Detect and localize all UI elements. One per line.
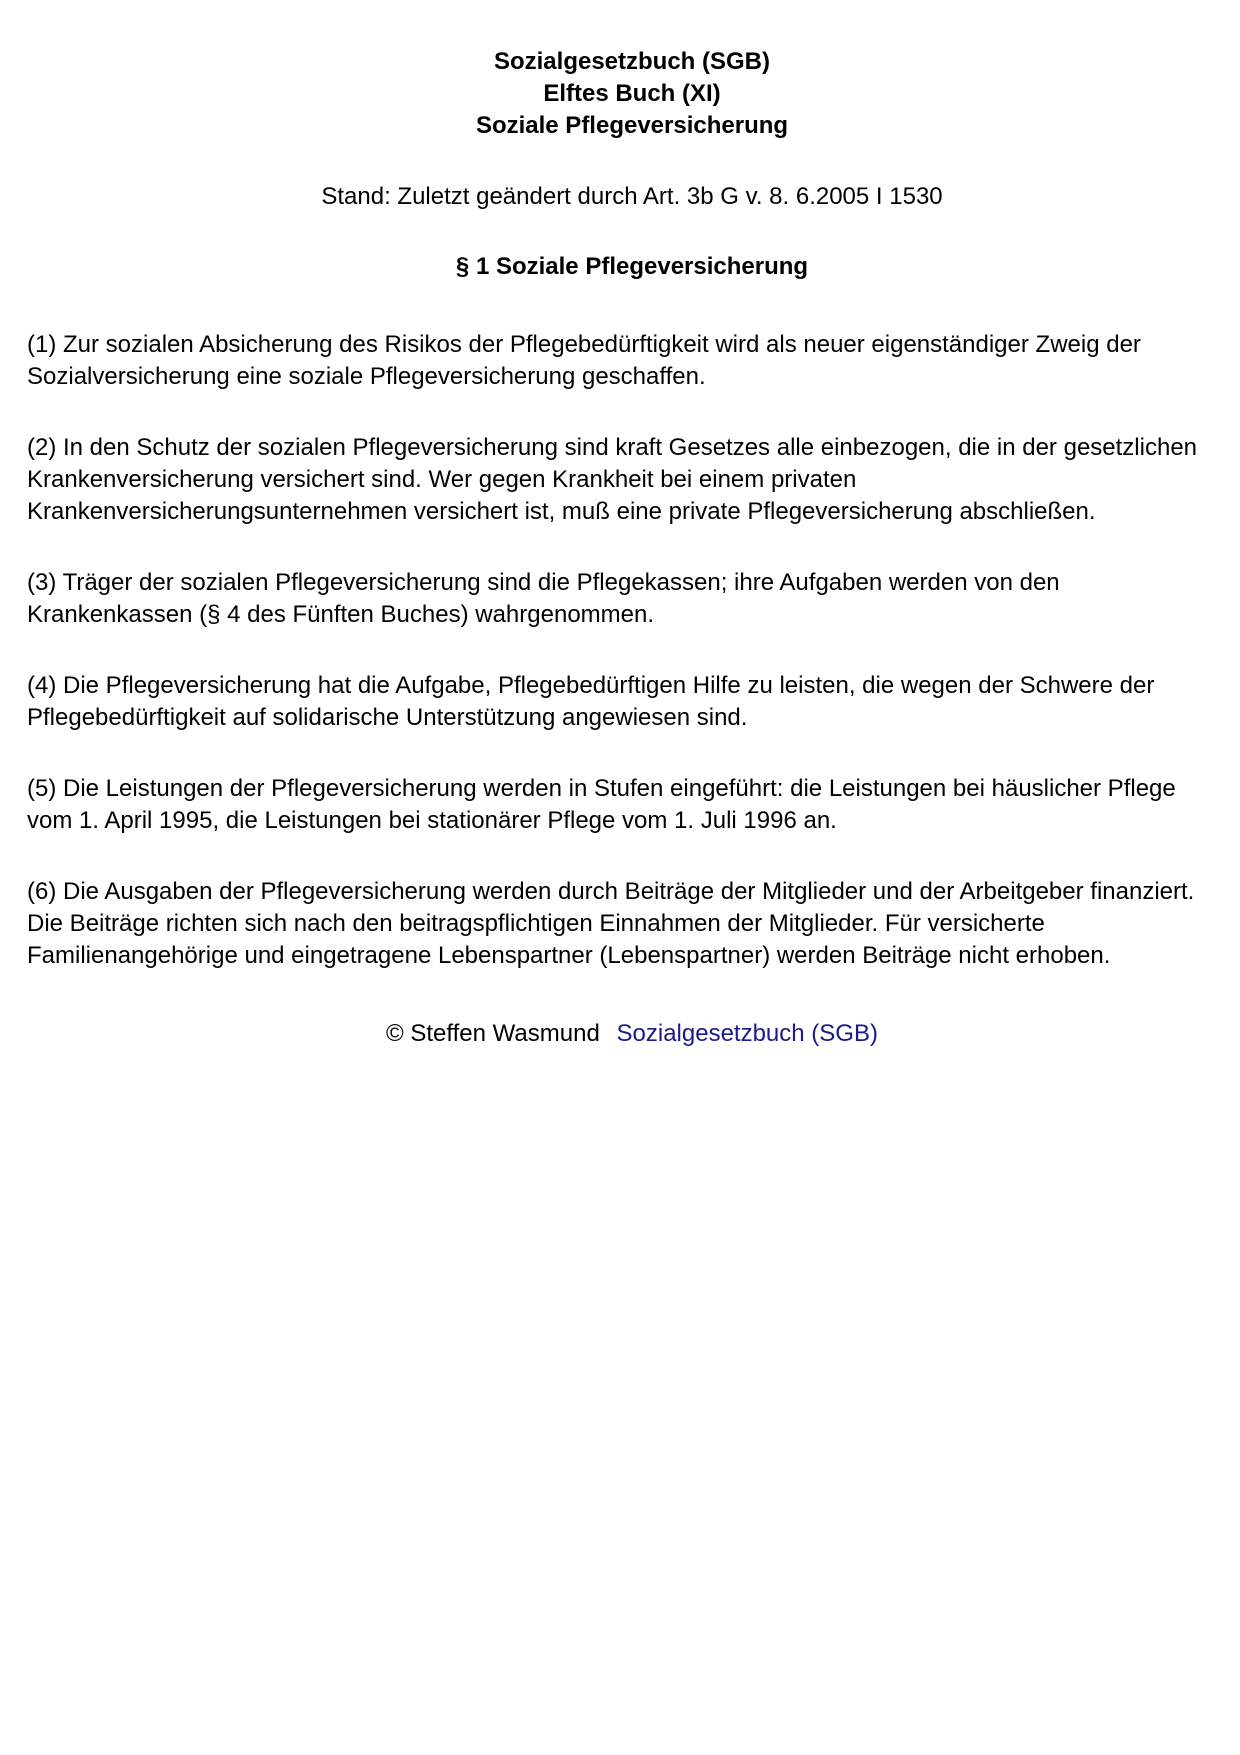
footer	[51, 1018, 1213, 1050]
paragraph-2: (2) In den Schutz der sozialen Pflegeversicherung sind kraft Gesetzes alle einbezogen, die in der gesetzlichen Krankenversicherung versichert sind. Wer gegen Krankheit bei einem privaten Krankenversicherungsunternehmen versichert ist, muß eine private Pflegeversicherung abschließen.	[27, 434, 1198, 525]
document-title	[51, 46, 1213, 142]
paragraph-3: (3) Träger der sozialen Pflegeversicherung sind die Pflegekassen; ihre Aufgaben werden von den Krankenkassen (§ 4 des Fünften Buches) wahrgenommen.	[27, 569, 1060, 628]
title-line-book: Elftes Buch (XI)	[543, 80, 721, 107]
copyright-notice: © Steffen Wasmund	[386, 1020, 600, 1047]
revision-status: Stand: Zuletzt geändert durch Art. 3b G v. 8. 6.2005 I 1530	[321, 183, 943, 210]
paragraph-4: (4) Die Pflegeversicherung hat die Aufgabe, Pflegebedürftigen Hilfe zu leisten, die wegen der Schwere der Pflegebedürftigkeit auf solidarische Unterstützung angewiesen sind.	[27, 672, 1155, 731]
sgb-home-link[interactable]: Sozialgesetzbuch (SGB)	[616, 1020, 878, 1047]
section-paragraphs	[27, 329, 1213, 972]
paragraph-5: (5) Die Leistungen der Pflegeversicherung werden in Stufen eingeführt: die Leistungen bei häuslicher Pflege vom 1. April 1995, die Leistungen bei stationärer Pflege vom 1. Juli 1996 an.	[27, 775, 1176, 834]
paragraph-6: (6) Die Ausgaben der Pflegeversicherung werden durch Beiträge der Mitglieder und der Arbeitgeber finanziert. Die Beiträge richten sich nach den beitragspflichtigen Einnahmen der Mitglieder. Für versicherte Familienangehörige und eingetragene Lebenspartner (Lebenspartner) werden Beiträge nicht erhoben.	[27, 878, 1195, 969]
title-line-law: Sozialgesetzbuch (SGB)	[493, 48, 771, 75]
section-heading: § 1 Soziale Pflegeversicherung	[455, 253, 809, 280]
title-line-subject: Soziale Pflegeversicherung	[475, 112, 789, 139]
paragraph-1: (1) Zur sozialen Absicherung des Risikos der Pflegebedürftigkeit wird als neuer eigenständiger Zweig der Sozialversicherung eine soziale Pflegeversicherung geschaffen.	[27, 331, 1141, 390]
